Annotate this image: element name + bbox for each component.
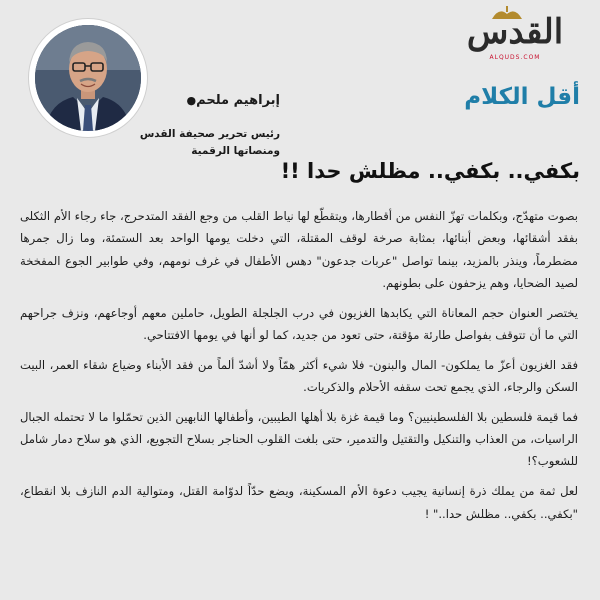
bullet-icon: ●	[186, 94, 197, 107]
article-headline: بكفي.. بكفي.. مظلش حدا !!	[280, 159, 580, 183]
author-photo	[28, 18, 148, 138]
column-title: أقل الكلام	[464, 84, 580, 110]
article-paragraph: فما قيمة فلسطين بلا الفلسطينيين؟ وما قيمة غزة بلا أهلها الطيبين، وأطفالها النابهين الذين تحمّلوا ما لا تحتمله الجبال الراسيات، من العذاب والتنكيل والتقتيل والتدمير، حتى بلغت القلوب الحناجر بسلاح التجويع، الذي هو سلاح دمار شامل للشعوب؟!	[20, 409, 578, 469]
article-paragraph: بصوت متهدّج، وبكلمات تهزّ النفس من أقطارها، ويتقطّع لها نياط القلب من وجع الفقد المتدحرج، جاء رجاء الأم الثكلى بفقد أشقائها، وبعض أبنائها، بمثابة صرخة لوقف المقتلة، التي دخلت يومها الواحد بعد الستمئة، وما زال جمرها مضطرماً، وينذر بالمزيد، بينما تواصل "عربات جدعون" دهس الأطفال في غرف نومهم، وفي طوابير الجوع المفخخة لصيد الضحايا، وهم يزحفون على بطونهم.	[20, 209, 578, 290]
article-paragraph: يختصر العنوان حجم المعاناة التي يكابدها الغزيون في درب الجلجلة الطويل، حاملين معهم أوجاعهم، ونزف جراحهم التي ما أن تتوقف بفواصل طارئة مؤقتة، حتى تعود من جديد، كما لو أنها في يومها الافتتاحي.	[20, 305, 578, 342]
author-name	[183, 93, 280, 108]
logo-subtitle: ALQUDS.COM	[489, 54, 541, 61]
author-name-text: إبراهيم ملحم	[196, 93, 280, 108]
author-role: رئيس تحرير صحيفة القدس ومنصاتها الرقمية	[139, 128, 280, 157]
author-portrait	[35, 25, 141, 131]
article-paragraph: لعل ثمة من يملك ذرة إنسانية يجيب دعوة الأم المسكينة، ويضع حدّاً لدوّامة القتل، ومتوالية الدم النازف بلا انقطاع، "بكفي.. بكفي.. مظلش حدا.." !	[20, 484, 578, 521]
article-body	[20, 205, 578, 532]
portrait-illustration-icon	[35, 25, 141, 131]
logo-wordmark: القدس	[466, 12, 564, 52]
article-paragraph: فقد الغزيون أعزّ ما يملكون- المال والبنون- فلا شيء أكثر همّاً ولا أشدّ ألماً من فقد الأبناء وضياع شقاء العمر، البيت السكن والرجاء، الذي يجمع تحت سقفه الأحلام والذكريات.	[20, 357, 578, 395]
alquds-logo[interactable]	[460, 12, 570, 70]
